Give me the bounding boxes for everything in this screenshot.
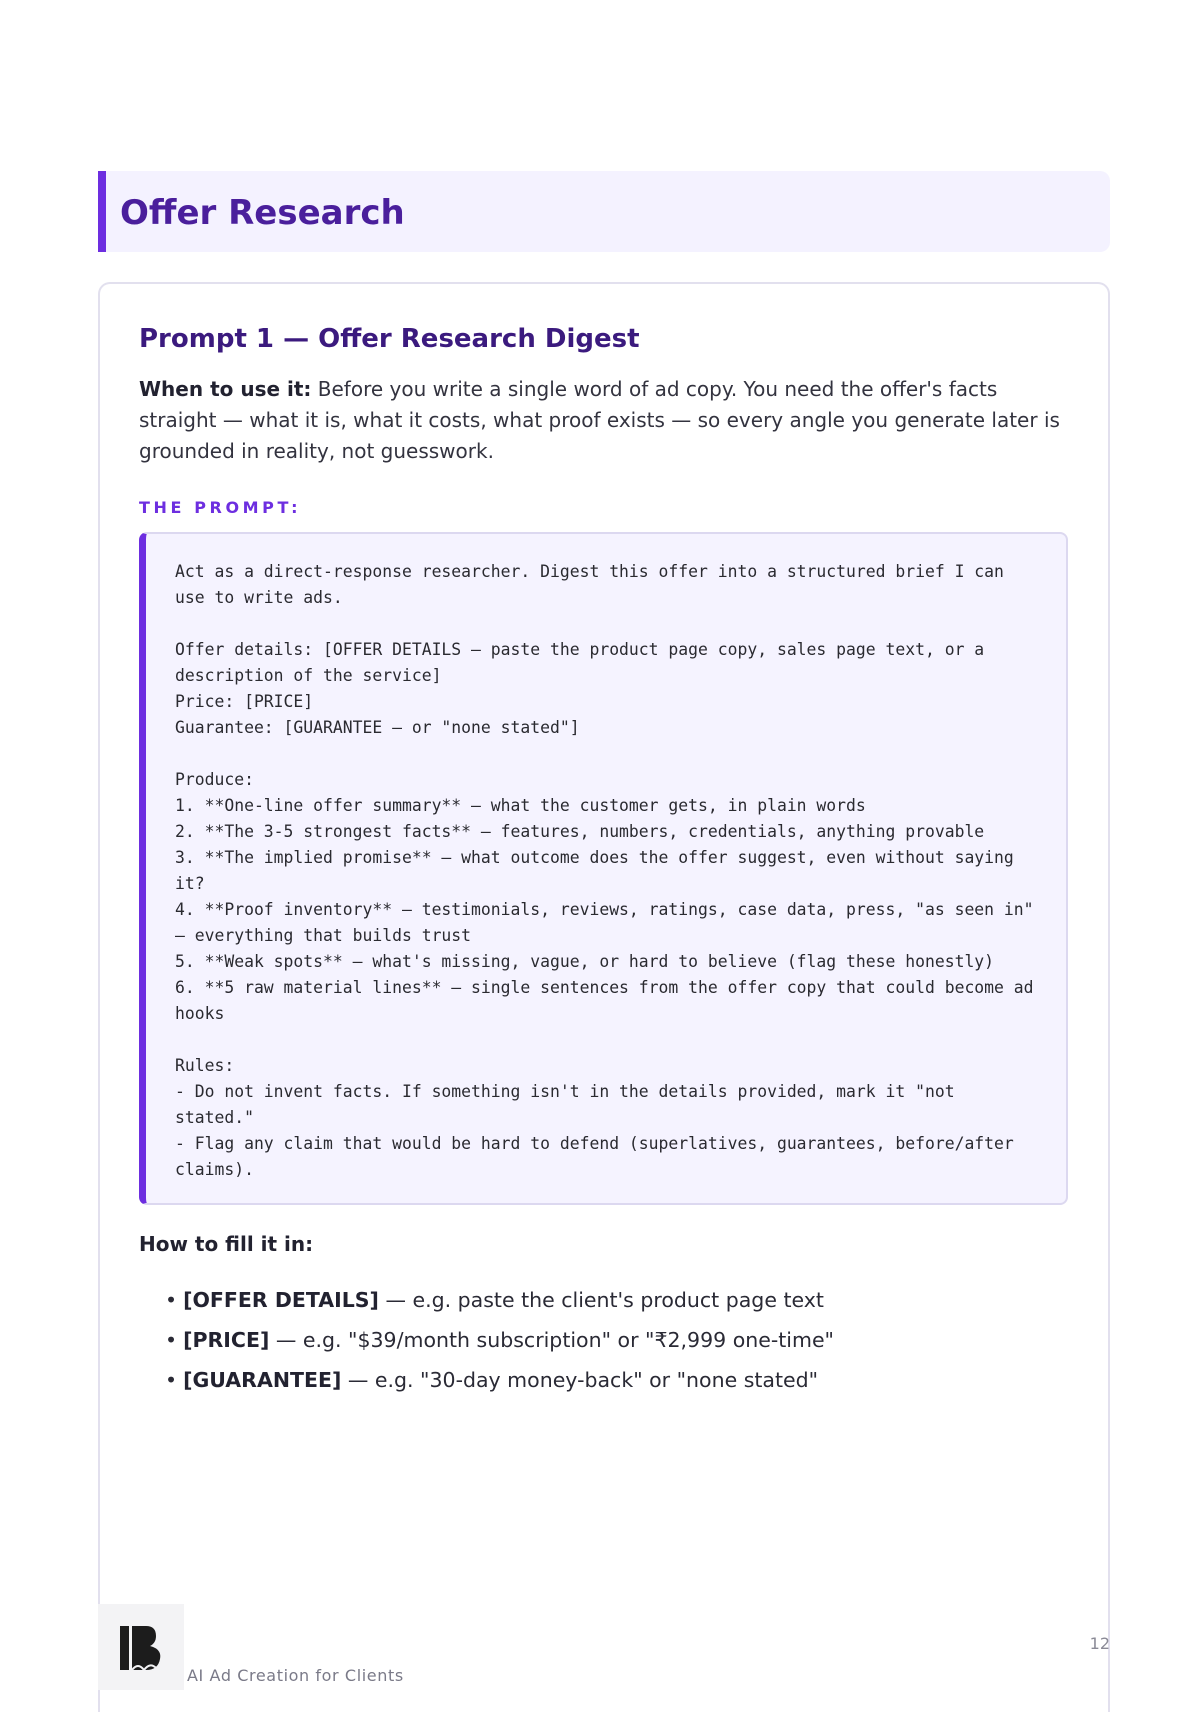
bullet-icon: • (165, 1328, 178, 1352)
when-to-use-label: When to use it: (139, 377, 312, 401)
prompt-label: THE PROMPT: (139, 498, 302, 517)
bullet-icon: • (165, 1368, 178, 1392)
fill-item-key: [OFFER DETAILS] (183, 1288, 379, 1312)
list-item (165, 1280, 834, 1320)
prompt-code-text: Act as a direct-response researcher. Digest this offer into a structured brief I can use to write ads. Offer details: [OFFER DETAILS — paste the product page copy, sales page text, or a description of the service] Price: [PRICE] Guarantee: [GUARANTEE — or "none stated"] Produce: 1. **One-line offer summary** — what the customer gets, in plain words 2. **The 3-5 strongest facts** — features, numbers, credentials, anything provable 3. **The implied promise** — what outcome does the offer suggest, even without saying it? 4. **Proof inventory** — testimonials, reviews, ratings, case data, press, "as seen in" — everything that builds trust 5. **Weak spots** — what's missing, vague, or hard to believe (flag these honestly) 6. **5 raw material lines** — single sentences from the offer copy that could become ad hooks Rules: - Do not invent facts. If something isn't in the details provided, mark it "not stated." - Flag any claim that would be hard to defend (superlatives, guarantees, before/after claims). (175, 562, 1034, 1179)
brand-logo (98, 1604, 184, 1690)
list-item (165, 1360, 834, 1400)
page-number: 12 (1089, 1634, 1110, 1653)
fill-item-text: — e.g. "$39/month subscription" or "₹2,999 one-time" (269, 1328, 834, 1352)
when-to-use-text: Before you write a single word of ad copy. You need the offer's facts straight — what it is, what it costs, what proof exists — so every angle you generate later is grounded in reality, not guesswork. (139, 377, 1060, 463)
fill-item-text: — e.g. paste the client's product page text (378, 1288, 824, 1312)
bullet-icon: • (165, 1288, 178, 1312)
list-item (165, 1320, 834, 1360)
prompt-title: Prompt 1 — Offer Research Digest (139, 324, 640, 354)
fill-heading: How to fill it in: (139, 1232, 314, 1256)
fill-item-key: [PRICE] (183, 1328, 270, 1352)
brand-logo-icon (120, 1626, 162, 1670)
section-title: Offer Research (120, 193, 405, 233)
when-to-use-paragraph (139, 374, 1074, 467)
fill-item-text: — e.g. "30-day money-back" or "none stated" (341, 1368, 819, 1392)
fill-item-key: [GUARANTEE] (183, 1368, 342, 1392)
fill-list (165, 1280, 834, 1400)
footer-title: AI Ad Creation for Clients (187, 1666, 404, 1685)
